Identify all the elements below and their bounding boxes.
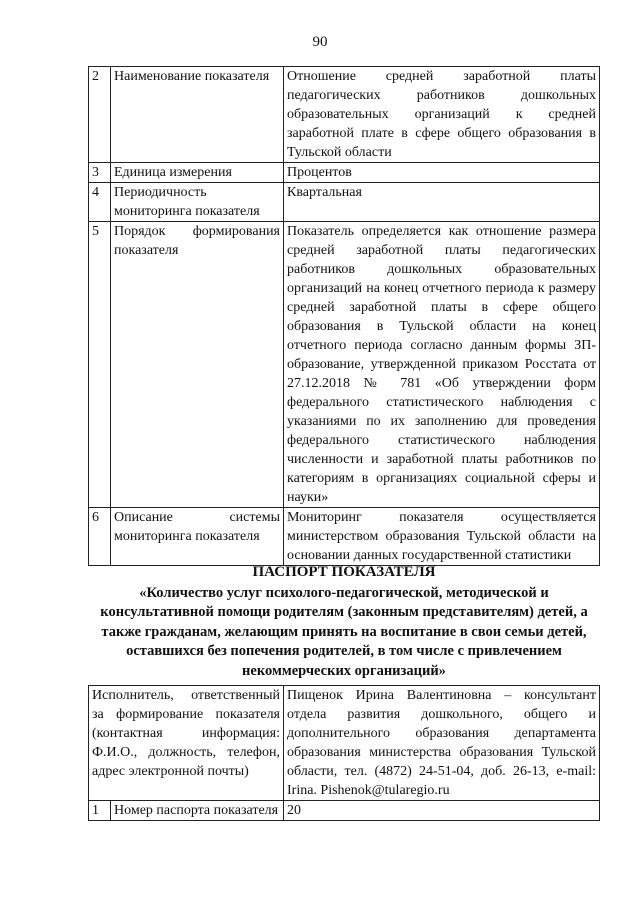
executor-value: Пищенок Ирина Валентиновна – консультант отдела развития дошкольного, общего и дополнительного образования департамента образования министерства образования Тульской области, тел. (4872) 24-51-04, доб. 26-13, e-mail: Irina. Pishenok@tularegio.ru [284, 686, 600, 801]
row-number: 4 [89, 183, 111, 222]
row-label: Описание системы мониторинга показателя [111, 508, 284, 566]
table-row [89, 67, 600, 163]
table-row [89, 508, 600, 566]
row-value: Мониторинг показателя осуществляется министерством образования Тульской области на основании данных государственной статистики [284, 508, 600, 566]
passport-subtitle: «Количество услуг психолого-педагогической, методической и консультативной помощи родителям (законным представителям) детей, а также гражданам, желающим принять на воспитание в свои семьи детей, оставшихся без попечения родителей, в том числе с привлечением некоммерческих организаций» [100, 584, 588, 679]
passport-table [88, 685, 600, 821]
row-label: Порядок формирования показателя [111, 222, 284, 508]
passport-header [88, 563, 600, 681]
table-row [89, 801, 600, 821]
row-label: Номер паспорта показателя [111, 801, 284, 821]
table-row [89, 222, 600, 508]
row-number: 5 [89, 222, 111, 508]
row-label: Периодичность мониторинга показателя [111, 183, 284, 222]
table-row [89, 686, 600, 801]
executor-label: Исполнитель, ответственный за формирование показателя (контактная информация: Ф.И.О., должность, телефон, адрес электронной почты) [89, 686, 284, 801]
passport-title: ПАСПОРТ ПОКАЗАТЕЛЯ [252, 564, 436, 580]
row-value: Квартальная [284, 183, 600, 222]
table-row [89, 183, 600, 222]
row-number: 1 [89, 801, 111, 821]
row-value: Отношение средней заработной платы педагогических работников дошкольных образовательных организаций к средней заработной плате в сфере общего образования в Тульской области [284, 67, 600, 163]
page-number: 90 [312, 34, 328, 50]
row-value: 20 [284, 801, 600, 821]
row-label: Наименование показателя [111, 67, 284, 163]
row-value: Показатель определяется как отношение размера средней заработной платы педагогических работников дошкольных образовательных организаций на конец отчетного периода к размеру средней заработной платы в сфере общего образования в Тульской области на конец отчетного периода согласно данным формы ЗП-образование, утвержденной приказом Росстата от 27.12.2018 № 781 «Об утверждении форм федерального статистического наблюдения с указаниями по их заполнению для проведения федерального статистического наблюдения численности и заработной платы работников по категориям в организациях социальной сферы и науки» [284, 222, 600, 508]
row-number: 3 [89, 163, 111, 183]
table-row [89, 163, 600, 183]
row-number: 6 [89, 508, 111, 566]
indicator-table [88, 66, 600, 566]
row-number: 2 [89, 67, 111, 163]
row-value: Процентов [284, 163, 600, 183]
row-label: Единица измерения [111, 163, 284, 183]
